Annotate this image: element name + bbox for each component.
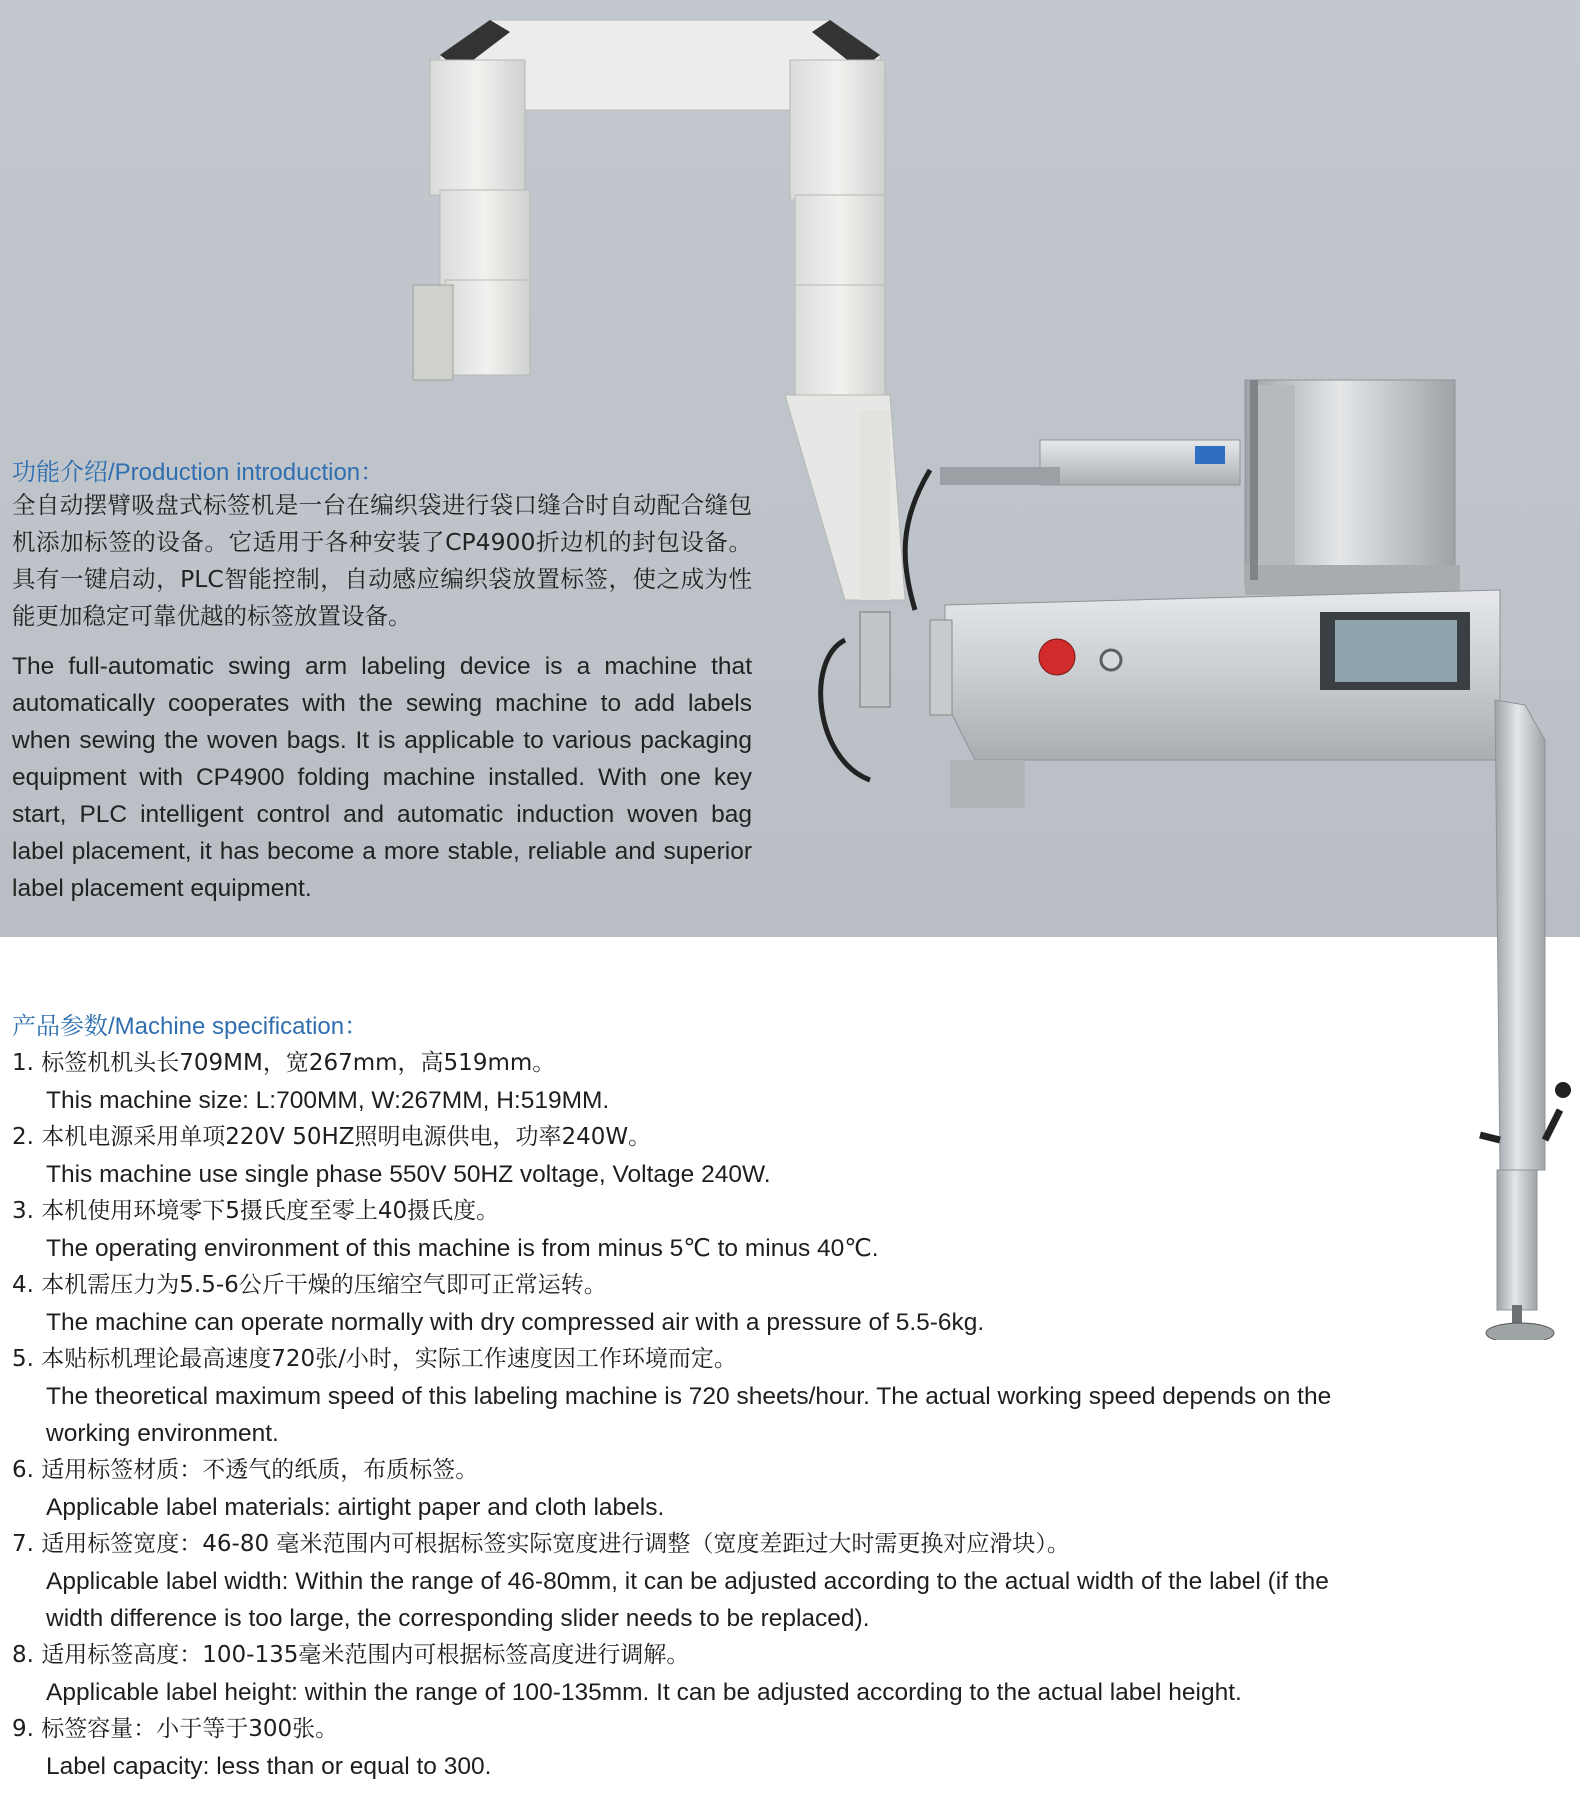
- spec-item-english: Applicable label height: within the range of 100-135mm. It can be adjusted according to the actual label height.: [46, 1679, 1242, 1706]
- spec-item-chinese: 3. 本机使用环境零下5摄氏度至零上40摄氏度。: [12, 1198, 500, 1224]
- spec-item-english: The machine can operate normally with dry compressed air with a pressure of 5.5-6kg.: [46, 1309, 985, 1336]
- spec-item-1: [12, 1045, 1392, 1119]
- spec-item-chinese: 4. 本机需压力为5.5-6公斤干燥的压缩空气即可正常运转。: [12, 1272, 607, 1298]
- spec-item-chinese: 1. 标签机机头长709MM，宽267mm，高519mm。: [12, 1050, 556, 1076]
- intro-paragraph-english: The full-automatic swing arm labeling device is a machine that automatically cooperates with the sewing machine to add labels when sewing the woven bags. It is applicable to various packaging equipment with CP4900 folding machine installed. With one key start, PLC intelligent control and automatic induction woven bag label placement, it has become a more stable, reliable and superior label placement equipment.: [12, 653, 752, 902]
- spec-item-english: This machine use single phase 550V 50HZ voltage, Voltage 240W.: [46, 1161, 771, 1188]
- spec-item-chinese: 9. 标签容量：小于等于300张。: [12, 1716, 339, 1742]
- spec-section-title: 产品参数/Machine specification：: [12, 1013, 369, 1040]
- spec-item-chinese: 7. 适用标签宽度：46-80 毫米范围内可根据标签实际宽度进行调整（宽度差距过大时需更换对应滑块）。: [12, 1531, 1070, 1557]
- intro-section-title: 功能介绍/Production introduction：: [12, 459, 385, 486]
- spec-item-english: Applicable label materials: airtight paper and cloth labels.: [46, 1494, 665, 1521]
- spec-item-english: Applicable label width: Within the range of 46-80mm, it can be adjusted according to the actual width of the label (if the width difference is too large, the corresponding slider needs to be replaced).: [46, 1568, 1329, 1632]
- spec-item-4: [12, 1267, 1392, 1341]
- spec-list: [12, 1045, 1392, 1785]
- spec-item-7: [12, 1526, 1392, 1637]
- spec-item-chinese: 5. 本贴标机理论最高速度720张/小时，实际工作速度因工作环境而定。: [12, 1346, 737, 1372]
- spec-item-9: [12, 1711, 1392, 1785]
- spec-item-english: The operating environment of this machine is from minus 5℃ to minus 40℃.: [46, 1235, 879, 1262]
- spec-item-chinese: 6. 适用标签材质：不透气的纸质，布质标签。: [12, 1457, 479, 1483]
- spec-item-english: The theoretical maximum speed of this labeling machine is 720 sheets/hour. The actual working speed depends on the working environment.: [46, 1383, 1332, 1447]
- spec-item-english: This machine size: L:700MM, W:267MM, H:519MM.: [46, 1087, 610, 1114]
- intro-paragraph-chinese: 全自动摆臂吸盘式标签机是一台在编织袋进行袋口缝合时自动配合缝包机添加标签的设备。它适用于各种安装了CP4900折边机的封包设备。 具有一键启动，PLC智能控制，自动感应编织袋放置标签，使之成为性能更加稳定可靠优越的标签放置设备。: [12, 491, 752, 630]
- spec-item-5: [12, 1341, 1392, 1452]
- spec-item-chinese: 8. 适用标签高度：100-135毫米范围内可根据标签高度进行调解。: [12, 1642, 690, 1668]
- spec-item-8: [12, 1637, 1392, 1711]
- spec-item-3: [12, 1193, 1392, 1267]
- spec-item-6: [12, 1452, 1392, 1526]
- spec-item-chinese: 2. 本机电源采用单项220V 50HZ照明电源供电，功率240W。: [12, 1124, 652, 1150]
- spec-item-2: [12, 1119, 1392, 1193]
- spec-item-english: Label capacity: less than or equal to 300.: [46, 1753, 492, 1780]
